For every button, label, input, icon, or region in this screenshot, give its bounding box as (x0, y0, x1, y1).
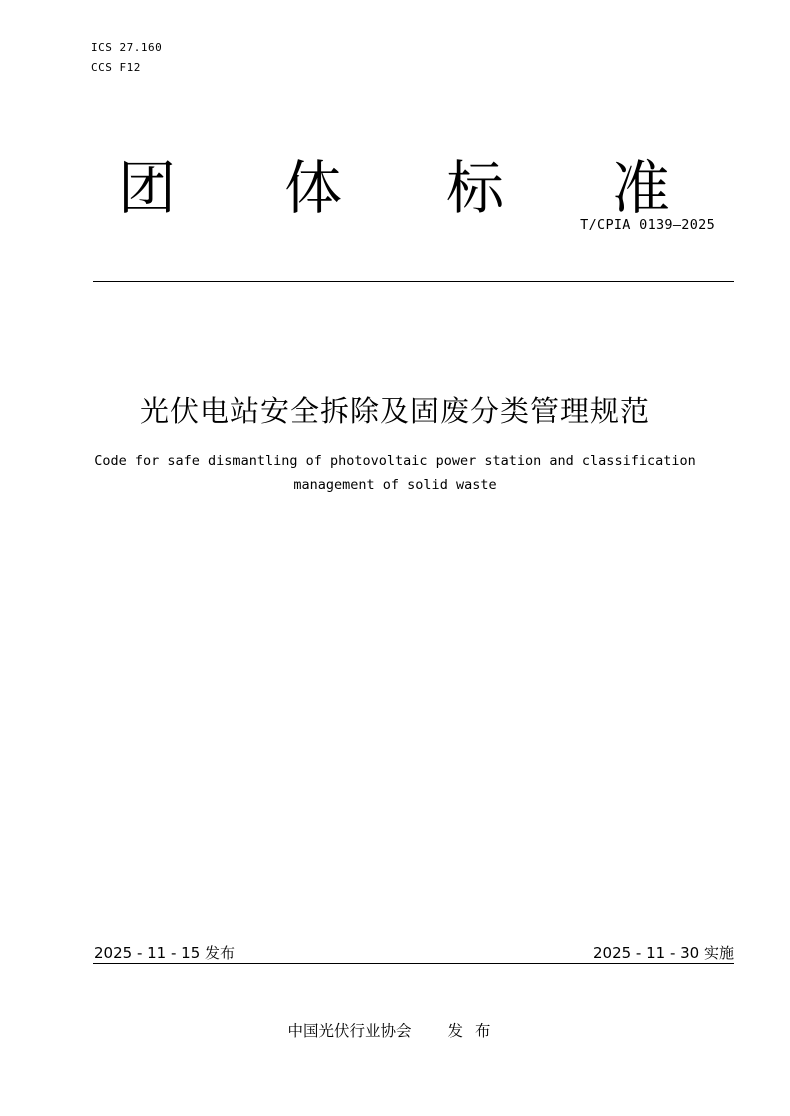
standard-type-char-3: 标 (446, 154, 505, 222)
standard-type-char-1: 团 (118, 154, 177, 222)
english-title-line-2: management of solid waste (293, 477, 497, 493)
english-title-line-1: Code for safe dismantling of photovoltaic power station and classification (94, 453, 696, 469)
chinese-title: 光伏电站安全拆除及固废分类管理规范 (139, 394, 650, 428)
issuing-organization: 中国光伏行业协会 (287, 1022, 412, 1040)
issuer-line (0, 1019, 790, 1041)
english-title (0, 449, 790, 497)
publish-date: 2025 - 11 - 15 发布 (94, 944, 236, 962)
issue-label: 发布 (447, 1022, 503, 1040)
top-divider (93, 281, 734, 282)
standard-number: T/CPIA 0139—2025 (580, 217, 715, 233)
ccs-code: CCS F12 (91, 61, 141, 74)
standard-type-char-2: 体 (284, 154, 343, 222)
ics-code: ICS 27.160 (91, 41, 163, 54)
bottom-divider (93, 963, 734, 964)
standard-type-char-4: 准 (612, 154, 671, 222)
effective-date: 2025 - 11 - 30 实施 (592, 944, 734, 962)
